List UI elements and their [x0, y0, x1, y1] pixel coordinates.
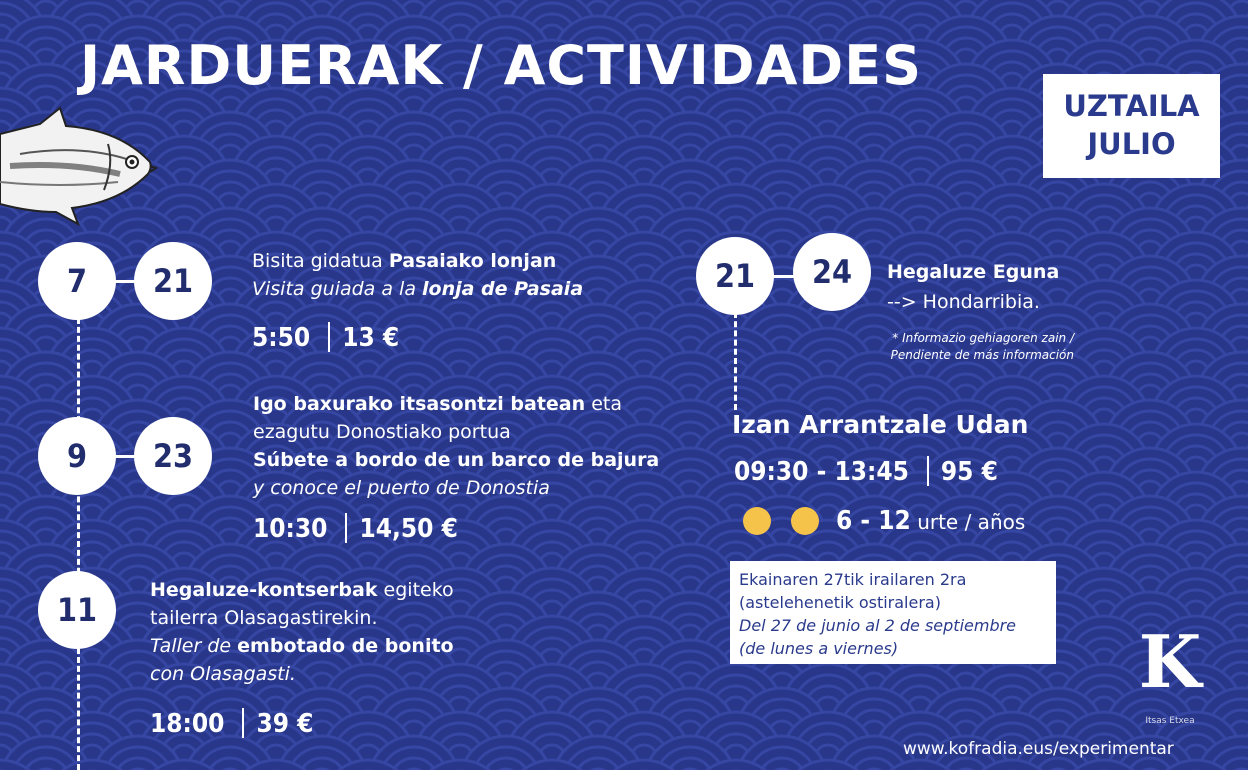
activity-2-time-price	[253, 513, 458, 544]
date-circle: 11	[38, 571, 116, 649]
girl-icon	[791, 507, 819, 535]
kofradia-logo	[1135, 619, 1205, 732]
month-badge	[1043, 74, 1220, 178]
logo-letter: K	[1138, 619, 1202, 704]
fish-icon	[0, 104, 160, 230]
time: 10:30	[253, 514, 328, 544]
month-basque: UZTAILA	[1063, 89, 1200, 124]
time: 5:50	[252, 323, 311, 353]
activity-1-time-price	[252, 322, 399, 353]
camp-title: Izan Arrantzale Udan	[732, 410, 1029, 439]
timeline-right	[734, 312, 737, 410]
activity-2-description: Igo baxurako itsasontzi batean eta ezagutu Donostiako portua Súbete a bordo de un barco de bajura y conoce el puerto de Donostia	[253, 393, 660, 499]
camp-dates-box: Ekainaren 27tik irailaren 2ra (astelehenetik ostiralera) Del 27 de junio al 2 de septiembre (de lunes a viernes)	[730, 561, 1056, 664]
time: 18:00	[150, 709, 225, 739]
price: 13 €	[342, 323, 400, 353]
page-title: JARDUERAK / ACTIVIDADES	[80, 34, 923, 97]
activity-3-description: Hegaluze-kontserbak egiteko tailerra Olasagastirekin. Taller de embotado de bonito con Olasagasti.	[150, 579, 454, 685]
price: 95 €	[940, 457, 998, 487]
logo-caption: Itsas Etxea	[1145, 716, 1195, 726]
timeline-left	[77, 318, 80, 770]
event-description: Hegaluze Eguna --> Hondarribia.	[887, 261, 1060, 313]
price: 39 €	[256, 709, 314, 739]
price: 14,50 €	[359, 514, 458, 544]
date-circle: 21	[696, 237, 774, 315]
event-note: * Informazio gehiagoren zain / Pendiente de más información	[890, 331, 1074, 362]
date-circle: 23	[134, 417, 212, 495]
camp-age-range: 6 - 12 urte / años	[836, 506, 1026, 536]
date-circle: 21	[134, 242, 212, 320]
time: 09:30 - 13:45	[734, 457, 909, 487]
date-circle: 7	[38, 242, 116, 320]
activity-3-time-price	[150, 708, 313, 739]
boy-icon	[743, 507, 771, 535]
camp-time-price	[734, 456, 998, 487]
website-link[interactable]: www.kofradia.eus/experimentar	[903, 739, 1174, 759]
month-spanish: JULIO	[1087, 127, 1176, 161]
activity-1-description: Bisita gidatua Pasaiako lonjan Visita guiada a la lonja de Pasaia	[252, 250, 584, 300]
date-circle: 9	[38, 417, 116, 495]
date-circle: 24	[793, 233, 871, 311]
